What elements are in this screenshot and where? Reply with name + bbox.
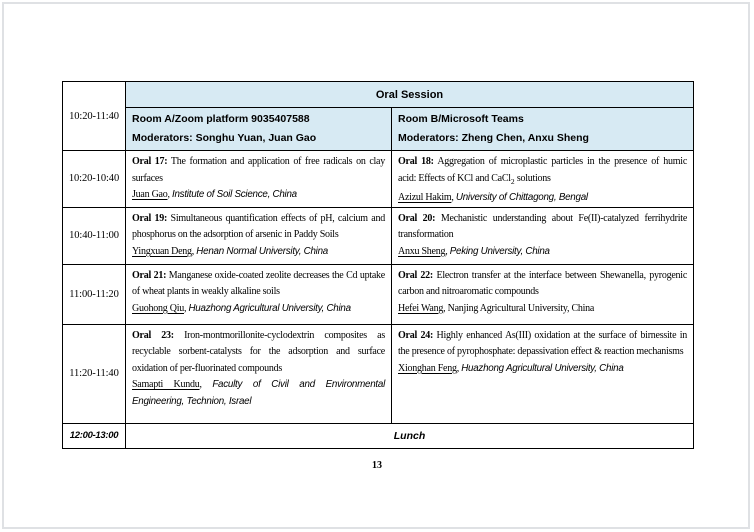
page-number: 13 [372,460,382,471]
oral-18-label: Oral 18: [398,156,434,167]
oral-22-text: Electron transfer at the interface between Shewanella, pyrogenic carbon and nitroaromatic compounds [398,269,688,297]
oral-20-text: Mechanistic understanding about Fe(II)-catalyzed ferrihydrite transformation [398,212,688,240]
separator: , [167,189,172,200]
oral-23-label: Oral 23: [132,329,174,341]
oral-23-affiliation: Faculty of Civil and Environmental Engineering, Technion, Israel [132,379,386,407]
oral-22-label: Oral 22: [398,269,434,281]
oral-19-presenter: Yingxuan Deng [132,245,192,257]
oral-24-affiliation: Huazhong Agricultural University, China [461,362,624,374]
room-b-moderators: Moderators: Zheng Chen, Anxu Sheng [398,132,589,144]
oral-19-text: Simultaneous quantification effects of pH, calcium and phosphorus on the adsorption of arsenic in Paddy Soils [132,212,385,240]
slot-row-2 [63,207,694,264]
oral-21-presenter-line [132,301,385,318]
oral-17-affiliation: Institute of Soil Science, China [172,189,297,200]
oral-20-presenter: Anxu Sheng [398,245,446,257]
room-b-cell [392,108,694,151]
oral-20-presenter-line [398,244,687,261]
lunch-time: 12:00-13:00 [69,430,119,441]
oral-18-presenter: Azizul Hakim [398,192,452,203]
oral-21-affiliation: Huazhong Agricultural University, China [188,302,351,314]
slot-4-time: 11:20-11:40 [69,368,119,379]
slot-row-3 [63,264,694,324]
room-a-cell [126,108,392,151]
slot-2-time: 10:40-11:00 [69,230,119,241]
oral-24-presenter: Xionghan Feng [398,362,457,374]
oral-17-cell [126,151,392,208]
oral-23-title [132,328,385,378]
oral-17-text: The formation and application of free radicals on clay surfaces [132,156,385,184]
oral-21-text: Manganese oxide-coated zeolite decreases the Cd uptake of wheat plants in weakly alkaline soils [132,269,385,297]
slot-3-time: 11:00-11:20 [69,288,119,300]
oral-17-presenter: Juan Gao [132,189,168,200]
oral-20-label: Oral 20: [398,212,436,224]
separator: , [199,379,213,390]
oral-18-text: Aggregation of microplastic particles in the presence of humic acid: Effects of KCl and CaCl [398,156,688,184]
oral-21-presenter: Guohong Qiu [132,302,184,314]
oral-19-label: Oral 19: [132,212,168,224]
oral-19-cell [126,207,392,264]
separator: , [191,245,197,257]
oral-22-presenter-line [398,301,687,318]
lunch-time-cell [63,423,126,448]
oral-18-cell [392,151,694,208]
lunch-cell [126,423,694,448]
oral-23-presenter-line [132,377,385,410]
oral-17-label: Oral 17: [132,156,168,167]
oral-22-cell [392,264,694,324]
oral-22-presenter: Hefei Wang [398,302,444,314]
oral-18-affiliation: University of Chittagong, Bengal [455,192,588,203]
separator: , [445,245,450,257]
oral-19-presenter-line [132,244,385,261]
session-time: 10:20-11:40 [69,110,119,122]
separator: , [451,192,456,203]
slot-row-1 [63,151,694,208]
oral-18-text-end: solutions [514,172,551,184]
separator: , [456,362,462,374]
separator: , [443,302,448,314]
oral-21-label: Oral 21: [132,269,167,281]
oral-21-title [132,268,385,301]
session-title-cell [126,82,694,108]
oral-20-title [398,211,687,244]
oral-24-presenter-line [398,361,687,378]
oral-22-affiliation: Nanjing Agricultural University, China [447,302,595,314]
room-b-name: Room B/Microsoft Teams [398,113,524,125]
oral-24-label: Oral 24: [398,329,434,341]
slot-4-time-cell [63,324,126,423]
oral-22-title [398,268,687,301]
oral-23-presenter: Samapti Kundu [132,379,200,390]
room-a-moderators: Moderators: Songhu Yuan, Juan Gao [132,132,317,144]
slot-1-time-cell [63,151,126,208]
oral-18-presenter-line [398,190,687,207]
oral-24-title [398,328,687,361]
session-header-row [63,82,694,108]
oral-23-text: Iron-montmorillonite-cyclodextrin composites as recyclable sorbent-catalysts for the adsorption and surface oxidation of per-fluorinated compounds [132,329,385,374]
oral-20-affiliation: Peking University, China [449,245,550,257]
slot-1-time: 10:20-10:40 [68,173,120,185]
room-a-name: Room A/Zoom platform 9035407588 [132,113,310,125]
schedule-table [62,81,694,449]
oral-24-text: Highly enhanced As(III) oxidation at the surface of birnessite in the presence of pyrophosphate: depassivation effect & reaction mechanisms [398,329,688,357]
slot-3-time-cell [63,264,126,324]
rooms-row [63,108,694,151]
slot-2-time-cell [63,207,126,264]
oral-18-title [398,154,687,190]
oral-20-cell [392,207,694,264]
oral-19-title [132,211,385,244]
oral-23-cell [126,324,392,423]
lunch-label: Lunch [393,429,426,442]
separator: , [183,302,189,314]
lunch-row [63,423,694,448]
oral-17-title [132,154,385,187]
session-time-cell [63,82,126,151]
oral-19-affiliation: Henan Normal University, China [196,245,329,257]
session-title: Oral Session [375,88,444,101]
oral-17-presenter-line [132,187,385,204]
oral-24-cell [392,324,694,423]
cacl2-subscript: 2 [510,176,515,186]
oral-21-cell [126,264,392,324]
slot-row-4 [63,324,694,423]
